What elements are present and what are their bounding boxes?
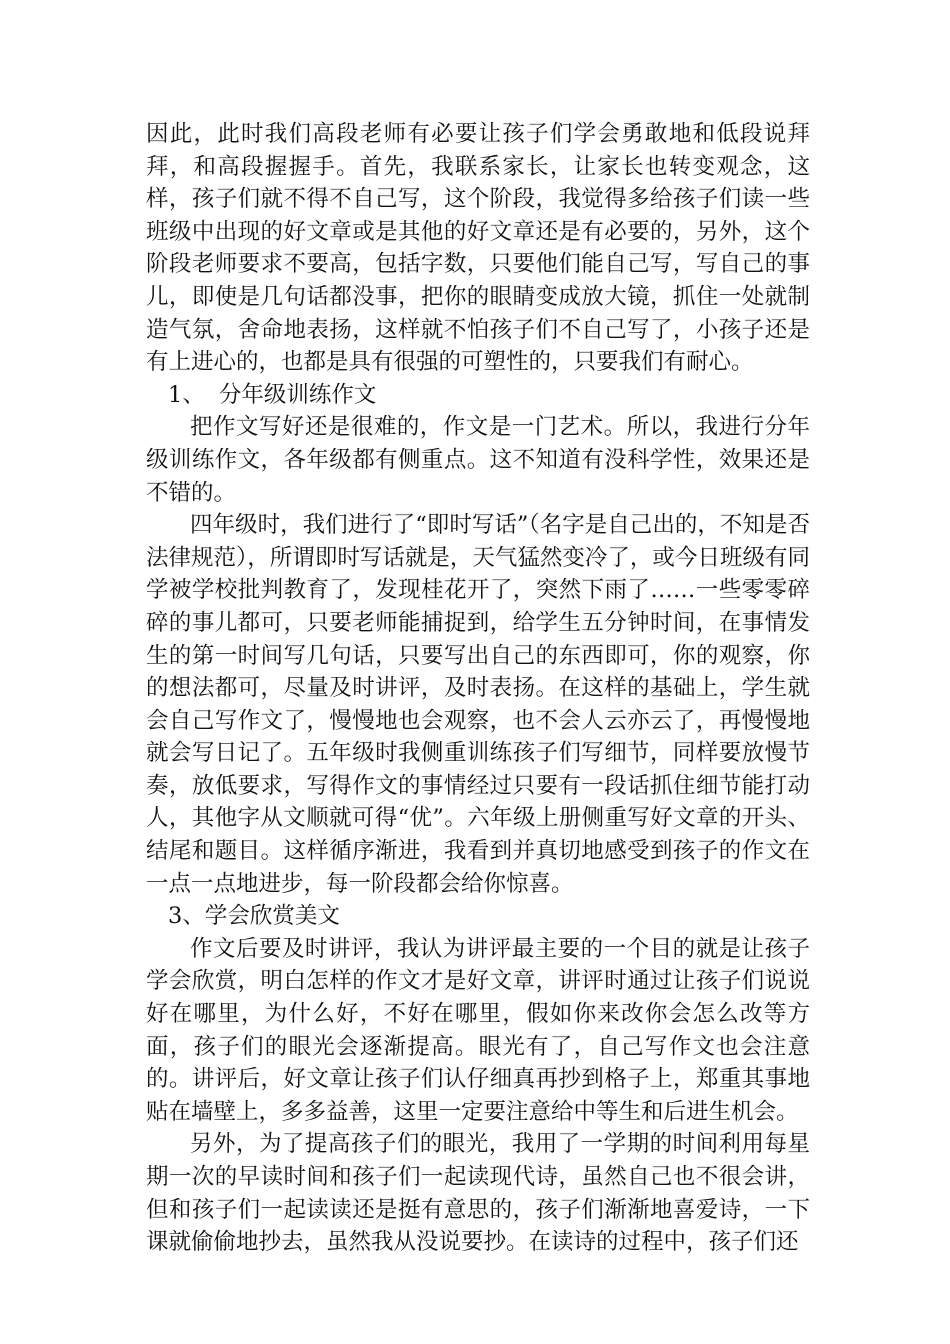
section-title: 分年级训练作文 <box>218 381 377 408</box>
paragraph-grade-training: 把作文写好还是很难的，作文是一门艺术。所以，我进行分年级训练作文，各年级都有侧重点。这不知道有没科学性，效果还是不错的。 <box>146 414 810 506</box>
section-heading-1 <box>146 379 810 412</box>
paragraph-poetry: 另外，为了提高孩子们的眼光，我用了一学期的时间利用每星期一次的早读时间和孩子们一起读现代诗，虽然自己也不很会讲，但和孩子们一起读读还是挺有意思的，孩子们渐渐地喜爱诗，一下课就偷偷地抄去，虽然我从没说要抄。在读诗的过程中，孩子们还 <box>146 1131 810 1256</box>
body-text <box>146 118 810 1259</box>
paragraph-appreciation: 作文后要及时讲评，我认为讲评最主要的一个目的就是让孩子学会欣赏，明白怎样的作文才是好文章，讲评时通过让孩子们说说好在哪里，为什么好，不好在哪里，假如你来改你会怎么改等方面，孩子们的眼光会逐渐提高。眼光有了，自己写作文也会注意的。讲评后，好文章让孩子们认仔细真再抄到格子上，郑重其事地贴在墙壁上，多多益善，这里一定要注意给中等生和后进生机会。 <box>146 935 810 1125</box>
section-number: 1、 <box>168 381 205 408</box>
section-number: 3、 <box>168 903 205 930</box>
section-title: 学会欣赏美文 <box>204 903 340 930</box>
paragraph-intro: 因此，此时我们高段老师有必要让孩子们学会勇敢地和低段说拜拜，和高段握握手。首先，我联系家长，让家长也转变观念，这样，孩子们就不得不自己写，这个阶段，我觉得多给孩子们读一些班级中出现的好文章或是其他的好文章还是有必要的，另外，这个阶段老师要求不要高，包括字数，只要他们能自己写，写自己的事儿，即使是几句话都没事，把你的眼睛变成放大镜，抓住一处就制造气氛，舍命地表扬，这样就不怕孩子们不自己写了，小孩子还是有上进心的，也都是具有很强的可塑性的，只要我们有耐心。 <box>146 121 810 376</box>
section-heading-3 <box>146 900 810 933</box>
paragraph-grade-details: 四年级时，我们进行了“即时写话”（名字是自己出的，不知是否法律规范），所谓即时写话就是，天气猛然变冷了，或今日班级有同学被学校批判教育了，发现桂花开了，突然下雨了……一些零零碎碎的事儿都可，只要老师能捕捉到，给学生五分钟时间，在事情发生的第一时间写几句话，只要写出自己的东西即可，你的观察，你的想法都可，尽量及时讲评，及时表扬。在这样的基础上，学生就会自己写作文了，慢慢地也会观察，也不会人云亦云了，再慢慢地就会写日记了。五年级时我侧重训练孩子们写细节，同样要放慢节奏，放低要求，写得作文的事情经过只要有一段话抓住细节能打动人，其他字从文顺就可得“优”。六年级上册侧重写好文章的开头、结尾和题目。这样循序渐进，我看到并真切地感受到孩子的作文在一点一点地进步，每一阶段都会给你惊喜。 <box>146 512 810 897</box>
